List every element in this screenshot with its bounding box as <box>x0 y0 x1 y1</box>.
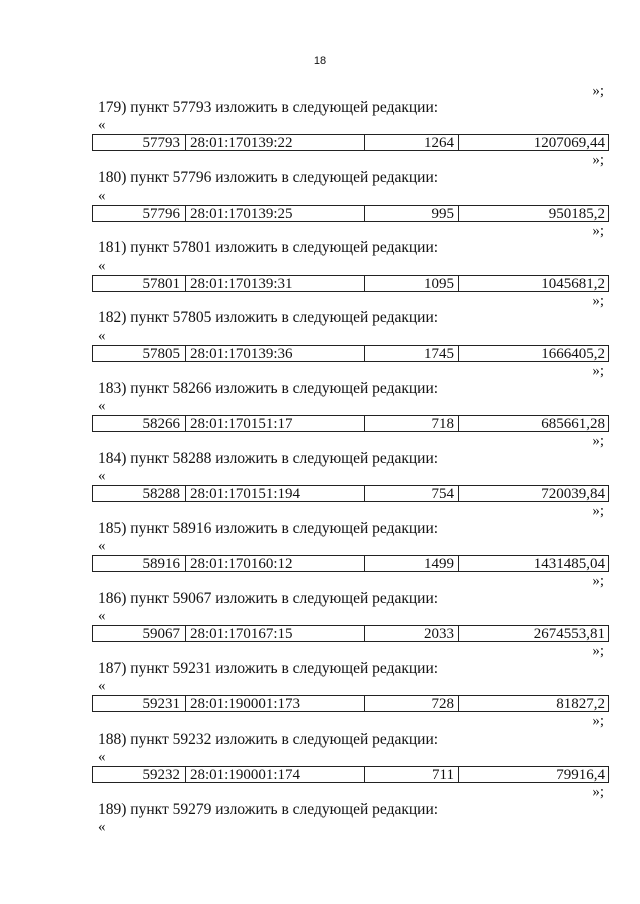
closing-quote-mark: »; <box>592 503 604 519</box>
cadastral-number-cell: 28:01:170151:17 <box>186 416 365 431</box>
parcel-number-cell: 58288 <box>93 486 186 501</box>
closing-quote-mark: »; <box>592 223 604 239</box>
area-cell: 1095 <box>365 276 459 291</box>
closing-quote-mark: »; <box>592 363 604 379</box>
cadastral-number-cell: 28:01:190001:173 <box>186 696 365 711</box>
cadastral-number-cell: 28:01:170160:12 <box>186 556 365 571</box>
parcel-number-cell: 57796 <box>93 206 186 221</box>
parcel-number-cell: 58266 <box>93 416 186 431</box>
cadastral-number-cell: 28:01:170151:194 <box>186 486 365 501</box>
opening-quote-mark: « <box>98 538 106 554</box>
table-row-57801 <box>92 275 609 292</box>
area-cell: 754 <box>365 486 459 501</box>
area-cell: 1499 <box>365 556 459 571</box>
table-row-59231 <box>92 695 609 712</box>
opening-quote-mark: « <box>98 749 106 765</box>
amendment-heading-179: 179) пункт 57793 изложить в следующей редакции: <box>98 99 439 116</box>
parcel-number-cell: 57801 <box>93 276 186 291</box>
parcel-number-cell: 58916 <box>93 556 186 571</box>
amendment-heading-188: 188) пункт 59232 изложить в следующей редакции: <box>98 731 439 748</box>
table-row-58916 <box>92 555 609 572</box>
closing-quote-mark: »; <box>592 713 604 729</box>
table-row-59067 <box>92 625 609 642</box>
opening-quote-mark: « <box>98 678 106 694</box>
opening-quote-mark: « <box>98 188 106 204</box>
value-cell: 1666405,2 <box>541 346 605 361</box>
page-number: 18 <box>313 55 327 67</box>
cadastral-number-cell: 28:01:170139:25 <box>186 206 365 221</box>
amendment-heading-182: 182) пункт 57805 изложить в следующей редакции: <box>98 309 439 326</box>
value-cell: 81827,2 <box>556 696 605 711</box>
value-cell: 1207069,44 <box>533 135 605 150</box>
parcel-number-cell: 59067 <box>93 626 186 641</box>
area-cell: 995 <box>365 206 459 221</box>
parcel-number-cell: 57805 <box>93 346 186 361</box>
closing-quote-mark: »; <box>592 643 604 659</box>
amendment-heading-180: 180) пункт 57796 изложить в следующей редакции: <box>98 169 439 186</box>
closing-quote-mark: »; <box>592 152 604 168</box>
value-cell: 685661,28 <box>541 416 605 431</box>
opening-quote-mark: « <box>98 328 106 344</box>
parcel-number-cell: 59232 <box>93 767 186 782</box>
closing-quote-mark: »; <box>592 784 604 800</box>
cadastral-number-cell: 28:01:170139:22 <box>186 135 365 150</box>
table-row-58288 <box>92 485 609 502</box>
area-cell: 711 <box>365 767 459 782</box>
table-row-57793 <box>92 134 609 151</box>
amendment-heading-185: 185) пункт 58916 изложить в следующей редакции: <box>98 520 439 537</box>
area-cell: 2033 <box>365 626 459 641</box>
closing-quote-mark: »; <box>592 433 604 449</box>
opening-quote-mark: « <box>98 608 106 624</box>
value-cell: 950185,2 <box>548 206 605 221</box>
value-cell: 720039,84 <box>541 486 605 501</box>
amendment-heading-187: 187) пункт 59231 изложить в следующей редакции: <box>98 660 439 677</box>
area-cell: 1745 <box>365 346 459 361</box>
area-cell: 728 <box>365 696 459 711</box>
value-cell: 1045681,2 <box>541 276 605 291</box>
amendment-heading-184: 184) пункт 58288 изложить в следующей редакции: <box>98 450 439 467</box>
closing-quote-mark: »; <box>592 293 604 309</box>
closing-quote-mark: »; <box>592 83 604 99</box>
closing-quote-mark: »; <box>592 573 604 589</box>
table-row-57796 <box>92 205 609 222</box>
amendment-heading-181: 181) пункт 57801 изложить в следующей редакции: <box>98 239 439 256</box>
amendment-heading-183: 183) пункт 58266 изложить в следующей редакции: <box>98 380 439 397</box>
cadastral-number-cell: 28:01:170167:15 <box>186 626 365 641</box>
opening-quote-mark: « <box>98 398 106 414</box>
opening-quote-mark: « <box>98 819 106 835</box>
value-cell: 79916,4 <box>556 767 605 782</box>
cadastral-number-cell: 28:01:190001:174 <box>186 767 365 782</box>
opening-quote-mark: « <box>98 117 106 133</box>
value-cell: 1431485,04 <box>533 556 605 571</box>
area-cell: 718 <box>365 416 459 431</box>
opening-quote-mark: « <box>98 258 106 274</box>
amendment-heading-189: 189) пункт 59279 изложить в следующей редакции: <box>98 801 439 818</box>
table-row-58266 <box>92 415 609 432</box>
amendment-heading-186: 186) пункт 59067 изложить в следующей редакции: <box>98 590 439 607</box>
area-cell: 1264 <box>365 135 459 150</box>
cadastral-number-cell: 28:01:170139:36 <box>186 346 365 361</box>
opening-quote-mark: « <box>98 468 106 484</box>
parcel-number-cell: 59231 <box>93 696 186 711</box>
cadastral-number-cell: 28:01:170139:31 <box>186 276 365 291</box>
table-row-59232 <box>92 766 609 783</box>
table-row-57805 <box>92 345 609 362</box>
parcel-number-cell: 57793 <box>93 135 186 150</box>
value-cell: 2674553,81 <box>533 626 605 641</box>
